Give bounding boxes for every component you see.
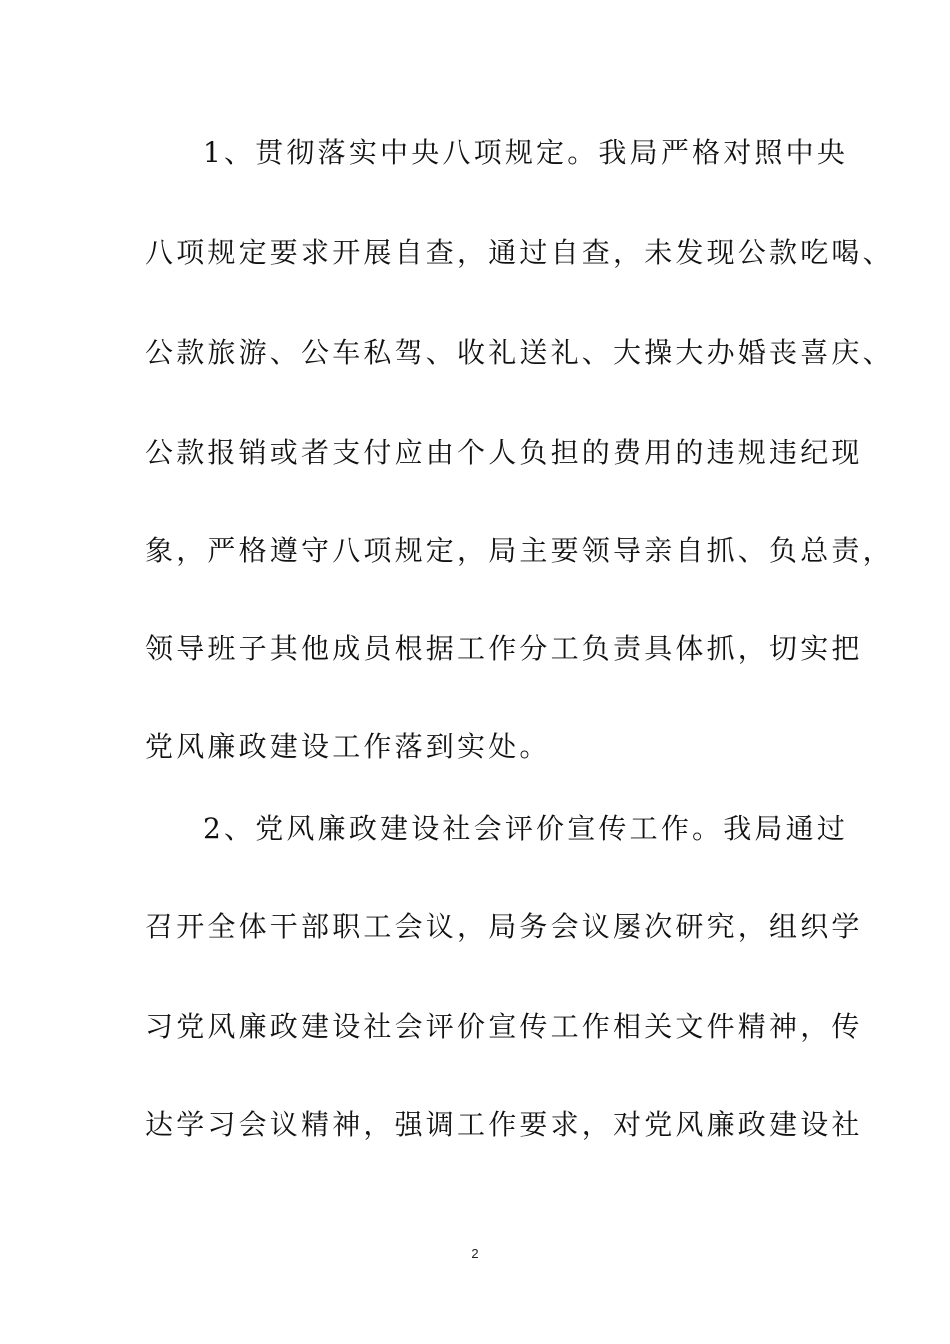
paragraph-2-line-4: 达学习会议精神，强调工作要求，对党风廉政建设社	[145, 1108, 863, 1141]
paragraph-1-line-2: 八项规定要求开展自查，通过自查，未发现公款吃喝、	[145, 236, 894, 269]
paragraph-2-line-3: 习党风廉政建设社会评价宣传工作相关文件精神，传	[145, 1010, 863, 1043]
paragraph-2-line-2: 召开全体干部职工会议，局务会议屡次研究，组织学	[145, 910, 863, 943]
page-number: 2	[471, 1246, 479, 1261]
paragraph-1-line-5: 象，严格遵守八项规定，局主要领导亲自抓、负总责，	[145, 534, 894, 567]
paragraph-1-line-4: 公款报销或者支付应由个人负担的费用的违规违纪现	[145, 436, 863, 469]
paragraph-1-line-3: 公款旅游、公车私驾、收礼送礼、大操大办婚丧喜庆、	[145, 336, 894, 369]
paragraph-2-line-1: 2、党风廉政建设社会评价宣传工作。我局通过	[203, 812, 849, 845]
paragraph-1-line-7: 党风廉政建设工作落到实处。	[145, 730, 551, 763]
paragraph-1-line-6: 领导班子其他成员根据工作分工负责具体抓，切实把	[145, 632, 863, 665]
paragraph-1-line-1: 1、贯彻落实中央八项规定。我局严格对照中央	[203, 136, 849, 169]
